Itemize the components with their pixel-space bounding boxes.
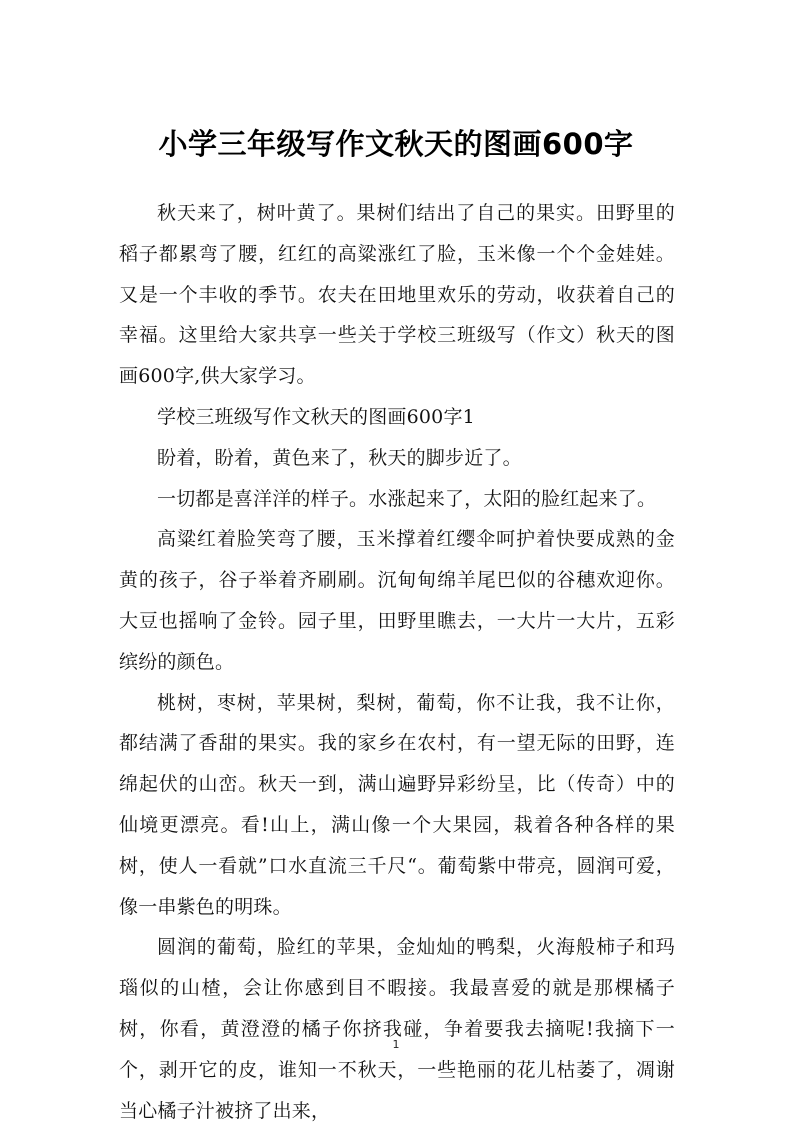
- document-title: 小学三年级写作文秋天的图画600字: [158, 127, 634, 161]
- section-heading: 学校三班级写作文秋天的图画600字1: [157, 405, 475, 428]
- paragraph: 高粱红着脸笑弯了腰，玉米撑着红缨伞呵护着快要成熟的金黄的孩子，谷子举着齐刷刷。沉甸甸绵羊尾巴似的谷穗欢迎你。大豆也摇响了金铃。园子里，田野里瞧去，一大片一大片，五彩缤纷的颜色。: [119, 528, 675, 673]
- paragraph: 桃树，枣树，苹果树，梨树，葡萄，你不让我，我不让你，都结满了香甜的果实。我的家乡在农村，有一望无际的田野，连绵起伏的山峦。秋天一到，满山遍野异彩纷呈，比（传奇）中的仙境更漂亮。看!山上，满山像一个大果园，栽着各种各样的果树，使人一看就”口水直流三千尺“。葡萄紫中带亮，圆润可爱，像一串紫色的明珠。: [119, 691, 675, 918]
- paragraph: 圆润的葡萄，脸红的苹果，金灿灿的鸭梨，火海般柿子和玛瑙似的山楂，会让你感到目不暇接。我最喜爱的就是那棵橘子树，你看，黄澄澄的橘子你挤我碰，争着要我去摘呢!我摘下一个，剥开它的皮，谁知一不秋天，一些艳丽的花儿枯萎了，凋谢当心橘子汁被挤了出来，: [119, 936, 675, 1122]
- document-body: [119, 193, 675, 1131]
- page-number: 1: [392, 1038, 400, 1051]
- paragraph: 盼着，盼着，黄色来了，秋天的脚步近了。: [157, 446, 522, 469]
- paragraph-intro: 秋天来了，树叶黄了。果树们结出了自己的果实。田野里的稻子都累弯了腰，红红的高粱涨红了脸，玉米像一个个金娃娃。又是一个丰收的季节。农夫在田地里欢乐的劳动，收获着自己的幸福。这里给大家共享一些关于学校三班级写（作文）秋天的图画600字,供大家学习。: [119, 202, 675, 388]
- paragraph: 一切都是喜洋洋的样子。水涨起来了，太阳的脸红起来了。: [157, 487, 657, 510]
